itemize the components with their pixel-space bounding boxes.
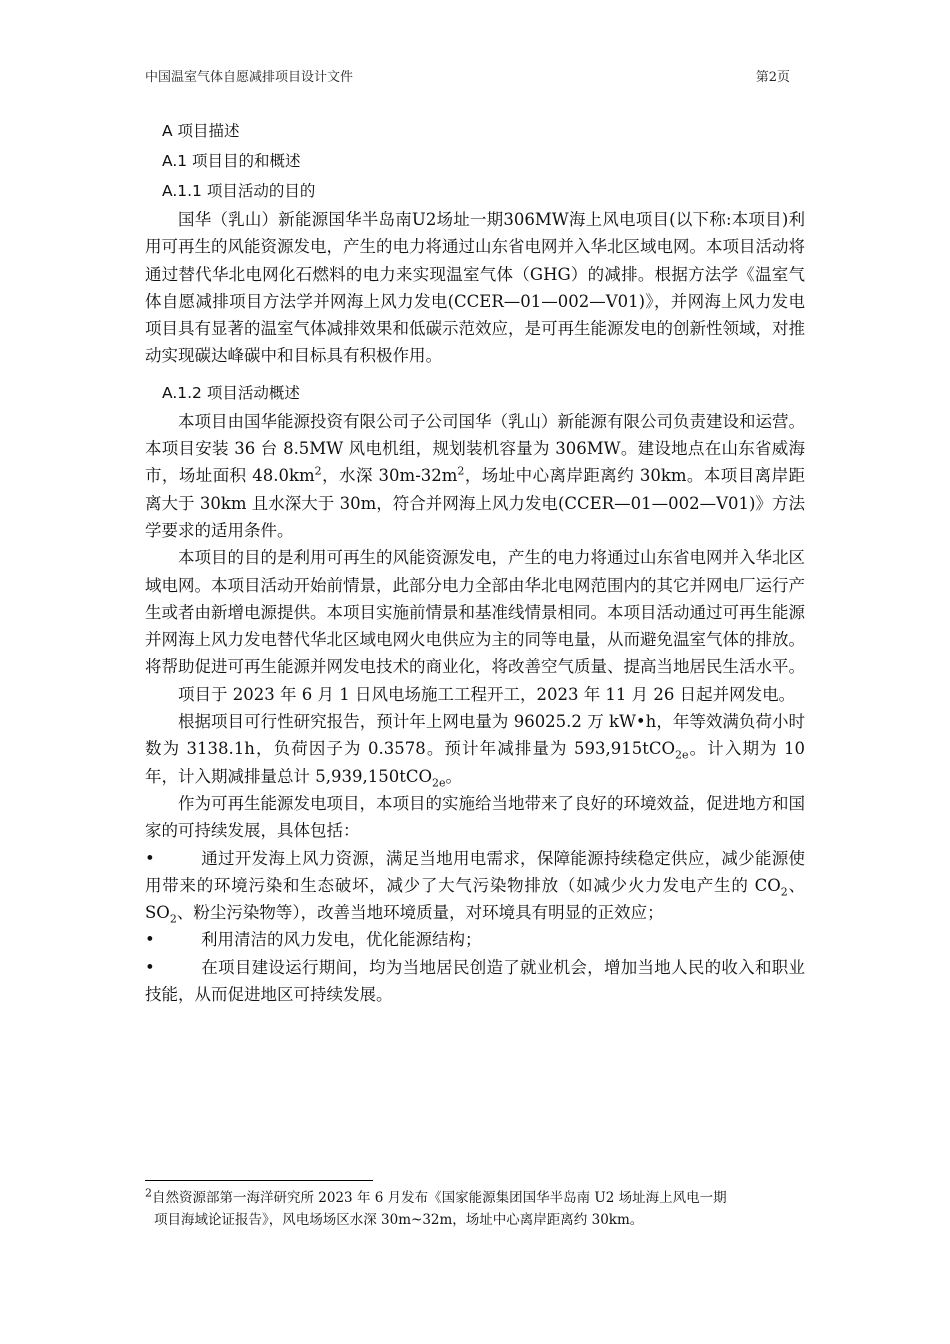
paragraph-objective: 本项目的目的是利用可再生的风能资源发电，产生的电力将通过山东省电网并入华北区域电网。本项目活动开始前情景，此部分电力全部由华北电网范围内的其它并网电厂运行产生或者由新增电源提供。本项目实施前情景和基准线情景相同。本项目活动通过可再生能源并网海上风力发电替代华北区域电网火电供应为主的同等电量，从而避免温室气体的排放。将帮助促进可再生能源并网发电技术的商业化，将改善空气质量、提高当地居民生活水平。 — [145, 548, 805, 677]
document-title: 中国温室气体自愿减排项目设计文件 — [145, 70, 354, 85]
paragraph-timeline: 项目于 2023 年 6 月 1 日风电场施工工程开工，2023 年 11 月 26 日起并网发电。 — [178, 684, 796, 704]
subscript: 2e — [432, 775, 446, 789]
heading-a12: A.1.2 项目活动概述 — [162, 383, 300, 402]
text-run: 通过开发海上风力资源，满足当地用电需求，保障能源持续稳定供应，减少能源使用带来的环境污染和生态破坏，减少了大气污染物排放（如减少火力发电产生的 CO — [145, 848, 805, 895]
text-run: 。 — [445, 766, 463, 786]
text-run: 利用清洁的风力发电，优化能源结构； — [201, 930, 482, 950]
text-run: ，水深 30m-32m — [321, 466, 458, 486]
superscript: 2 — [314, 464, 322, 478]
paragraph-emissions — [145, 708, 805, 790]
document-body — [145, 116, 805, 1008]
text-run: 。计入期为 10 年，计入期减排量总计 5,939,150tCO — [145, 739, 805, 786]
bullet-item-2 — [145, 926, 805, 953]
text-run: 根据项目可行性研究报告，预计年上网电量为 96025.2 万 kW•h，年等效满负荷小时数为 3138.1h，负荷因子为 0.3578。预计年减排量为 593,915tCO — [145, 712, 805, 759]
bullet-item-1 — [145, 845, 805, 927]
bullet-item-3 — [145, 954, 805, 1009]
subscript: 2 — [169, 912, 177, 926]
subscript: 2 — [780, 885, 788, 899]
text-run: 、粉尘污染物等），改善当地环境质量，对环境具有明显的正效应； — [176, 903, 664, 923]
footnote-mark: 2 — [145, 1186, 152, 1200]
text-run: 在项目建设运行期间，均为当地居民创造了就业机会，增加当地人民的收入和职业技能，从而促进地区可持续发展。 — [145, 957, 805, 1005]
text-run: 、SO — [145, 875, 805, 923]
footnote-line-1 — [145, 1187, 805, 1209]
bullet-icon: • — [145, 848, 155, 868]
paragraph-benefits-intro: 作为可再生能源发电项目，本项目的实施给当地带来了良好的环境效益，促进地方和国家的可持续发展，具体包括： — [145, 793, 805, 841]
heading-a11: A.1.1 项目活动的目的 — [162, 182, 316, 200]
paragraph-overview — [145, 408, 805, 544]
footnote-line-2: 项目海域论证报告》，风电场场区水深 30m~32m，场址中心离岸距离约 30km。 — [154, 1212, 644, 1228]
text-run: 本项目由国华能源投资有限公司子公司国华（乳山）新能源有限公司负责建设和运营。本项目安装 36 台 8.5MW 风电机组，规划装机容量为 306MW。建设地点在山东省威海市，场址面积 48.0km — [145, 411, 805, 486]
bullet-icon: • — [145, 957, 155, 977]
text-run: 自然资源部第一海洋研究所 2023 年 6 月发布《国家能源集团国华半岛南 U2 场址海上风电一期 — [152, 1190, 727, 1206]
page-number: 第2页 — [755, 70, 790, 85]
text-run: ，场址中心离岸距离约 30km。本项目离岸距离大于 30km 且水深大于 30m，符合并网海上风力发电(CCER—01—002—V01)》方法学要求的适用条件。 — [145, 466, 805, 540]
heading-a1: A.1 项目目的和概述 — [162, 152, 301, 170]
paragraph-purpose: 国华（乳山）新能源国华半岛南U2场址一期306MW海上风电项目(以下称:本项目)利用可再生的风能资源发电，产生的电力将通过山东省电网并入华北区域电网。本项目活动将通过替代华北电网化石燃料的电力来实现温室气体（GHG）的减排。根据方法学《温室气体自愿减排项目方法学并网海上风力发电(CCER—01—002—V01)》，并网海上风力发电项目具有显著的温室气体减排效果和低碳示范效应，是可再生能源发电的创新性领域，对推动实现碳达峰碳中和目标具有积极作用。 — [145, 210, 805, 366]
footnote-ref: 2 — [457, 464, 465, 478]
footnote — [145, 1187, 805, 1231]
page-header — [145, 66, 790, 88]
footnote-divider — [145, 1180, 373, 1181]
subscript: 2e — [675, 748, 689, 762]
bullet-icon: • — [145, 930, 155, 950]
heading-a: A 项目描述 — [162, 122, 240, 140]
